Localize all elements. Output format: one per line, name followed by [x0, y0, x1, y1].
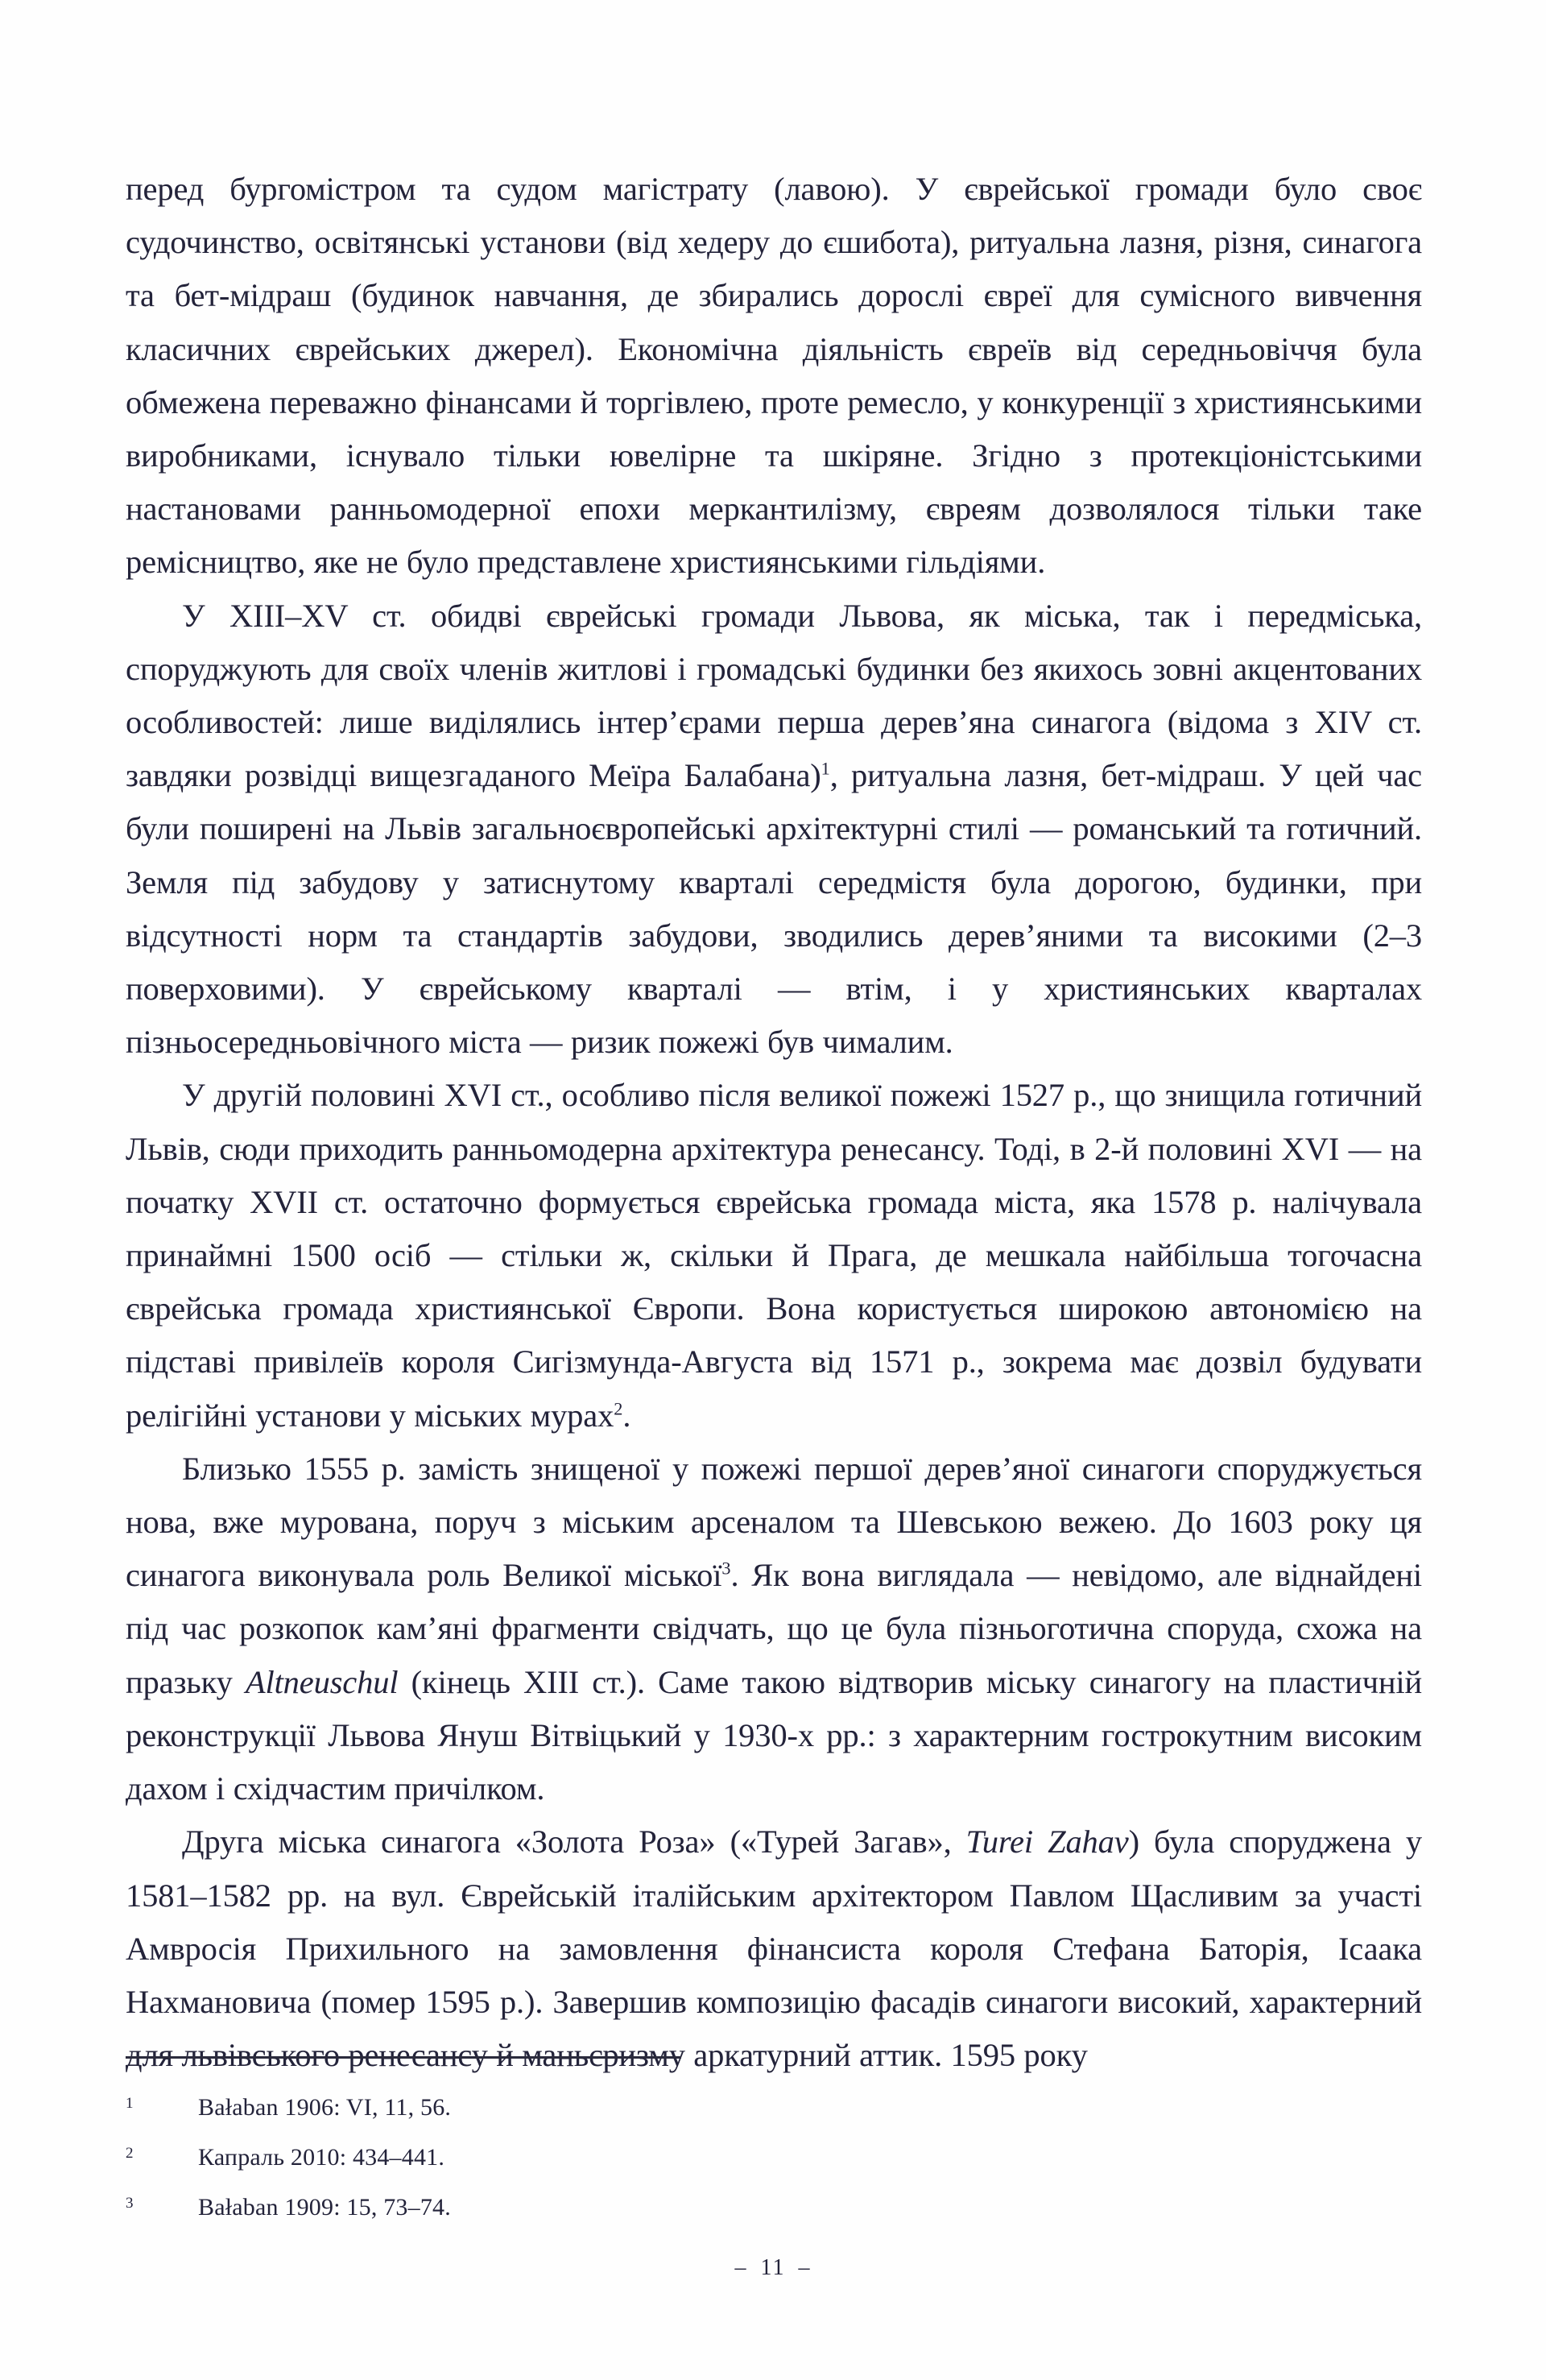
- footnote-marker: 2: [126, 2145, 134, 2162]
- page-number-value: 11: [760, 2255, 786, 2280]
- page-number-dash-right: –: [798, 2255, 812, 2280]
- italic-term: Turei Zahav: [965, 1823, 1129, 1861]
- footnotes-section: [126, 2056, 1422, 2233]
- footnote-item: [126, 2083, 1422, 2133]
- footnote-text: Bałaban 1909: 15, 73–74.: [198, 2194, 451, 2221]
- page-body-text: [126, 163, 1422, 2082]
- footnote-marker: 1: [126, 2095, 134, 2112]
- body-paragraph: Близько 1555 р. замість знищеної у пожежі першої дерев’яної синагоги споруджується нова, вже мурована, поруч з міським арсеналом та Шевською вежею. До 1603 року ця синагога виконувала роль Великої міської$^3$. Як вона виглядала — невідомо, але віднайдені під час розкопок кам’яні фрагменти свідчать, що це була пізньоготична споруда, схожа на празьку Altneuschul (кінець XIII ст.). Саме такою відтворив міську синагогу на пластичній реконструкції Львова Януш Вітвіцький у 1930-х рр.: з характерним гострокутним високим дахом і східчастим причілком.: [126, 1450, 1422, 1807]
- page-number-dash-left: –: [734, 2255, 748, 2280]
- footnote-reference[interactable]: 3: [721, 1558, 731, 1579]
- body-paragraph: У XIII–XV ст. обидві єврейські громади Львова, як міська, так і передміська, споруджують для своїх членів житлові і громадські будинки без якихось зовні акцентованих особливостей: лише виділялись інтер’єрами перша дерев’яна синагога (відома з XIV ст. завдяки розвідці вищезгаданого Меїра Балабана)$^1$, ритуальна лазня, бет-мідраш. У цей час були поширені на Львів загальноєвропейські архітектурні стилі — романський та готичний. Земля під забудову у затиснутому кварталі середмістя була дорогою, будинки, при відсутності норм та стандартів забудови, зводились дерев’яними та високими (2–3 поверховими). У єврейському кварталі — втім, і у християнських кварталах пізньосередньовічного міста — ризик пожежі був чималим.: [126, 597, 1423, 1061]
- footnote-reference[interactable]: 1: [821, 758, 830, 779]
- footnote-text: Капраль 2010: 434–441.: [198, 2144, 445, 2171]
- footnote-reference[interactable]: 2: [614, 1398, 623, 1419]
- italic-term: Altneuschul: [245, 1663, 399, 1700]
- page-number: [0, 2255, 1546, 2281]
- body-paragraph: У другій половині XVI ст., особливо після великої пожежі 1527 р., що знищила готичний Львів, сюди приходить ранньомодерна архітектура ренесансу. Тоді, в 2-й половині XVI — на початку XVII ст. остаточно формується єврейська громада міста, яка 1578 р. налічувала принаймні 1500 осіб — стільки ж, скільки й Прага, де мешкала найбільша тогочасна єврейська громада християнської Європи. Вона користується широкою автономією на підставі привілеїв короля Сигізмунда-Августа від 1571 р., зокрема має дозвіл будувати релігійні установи у міських мурах$^2$.: [126, 1077, 1422, 1434]
- footnote-marker: 3: [126, 2195, 134, 2212]
- body-paragraph: Друга міська синагога «Золота Роза» («Турей Загав», Turei Zahav) була споруджена у 1581–1582 рр. на вул. Єврейській італійським архітектором Павлом Щасливим за участі Амвросія Прихильного на замовлення фінансиста короля Стефана Баторія, Ісаака Нахмановича (помер 1595 р.). Завершив композицію фасадів синагоги високий, характерний для львівського ренесансу й маньєризму аркатурний аттик. 1595 року: [126, 1823, 1422, 2074]
- footnote-separator-rule: [126, 2056, 681, 2059]
- footnote-item: [126, 2183, 1422, 2233]
- footnote-text: Bałaban 1906: VI, 11, 56.: [198, 2094, 452, 2121]
- body-paragraph: перед бургомістром та судом магістрату (лавою). У єврейської громади було своє судочинство, освітянські установи (від хедеру до єшибота), ритуальна лазня, різня, синагога та бет-мідраш (будинок навчання, де збирались дорослі євреї для сумісного вивчення класичних єврейських джерел). Економічна діяльність євреїв від середньовіччя була обмежена переважно фінансами й торгівлею, проте ремесло, у конкуренції з християнськими виробниками, існувало тільки ювелірне та шкіряне. Згідно з протекціоністськими настановами ранньомодерної епохи меркантилізму, євреям дозволялося тільки таке ремісництво, яке не було представлене християнськими гільдіями.: [126, 171, 1422, 581]
- footnote-item: [126, 2133, 1422, 2183]
